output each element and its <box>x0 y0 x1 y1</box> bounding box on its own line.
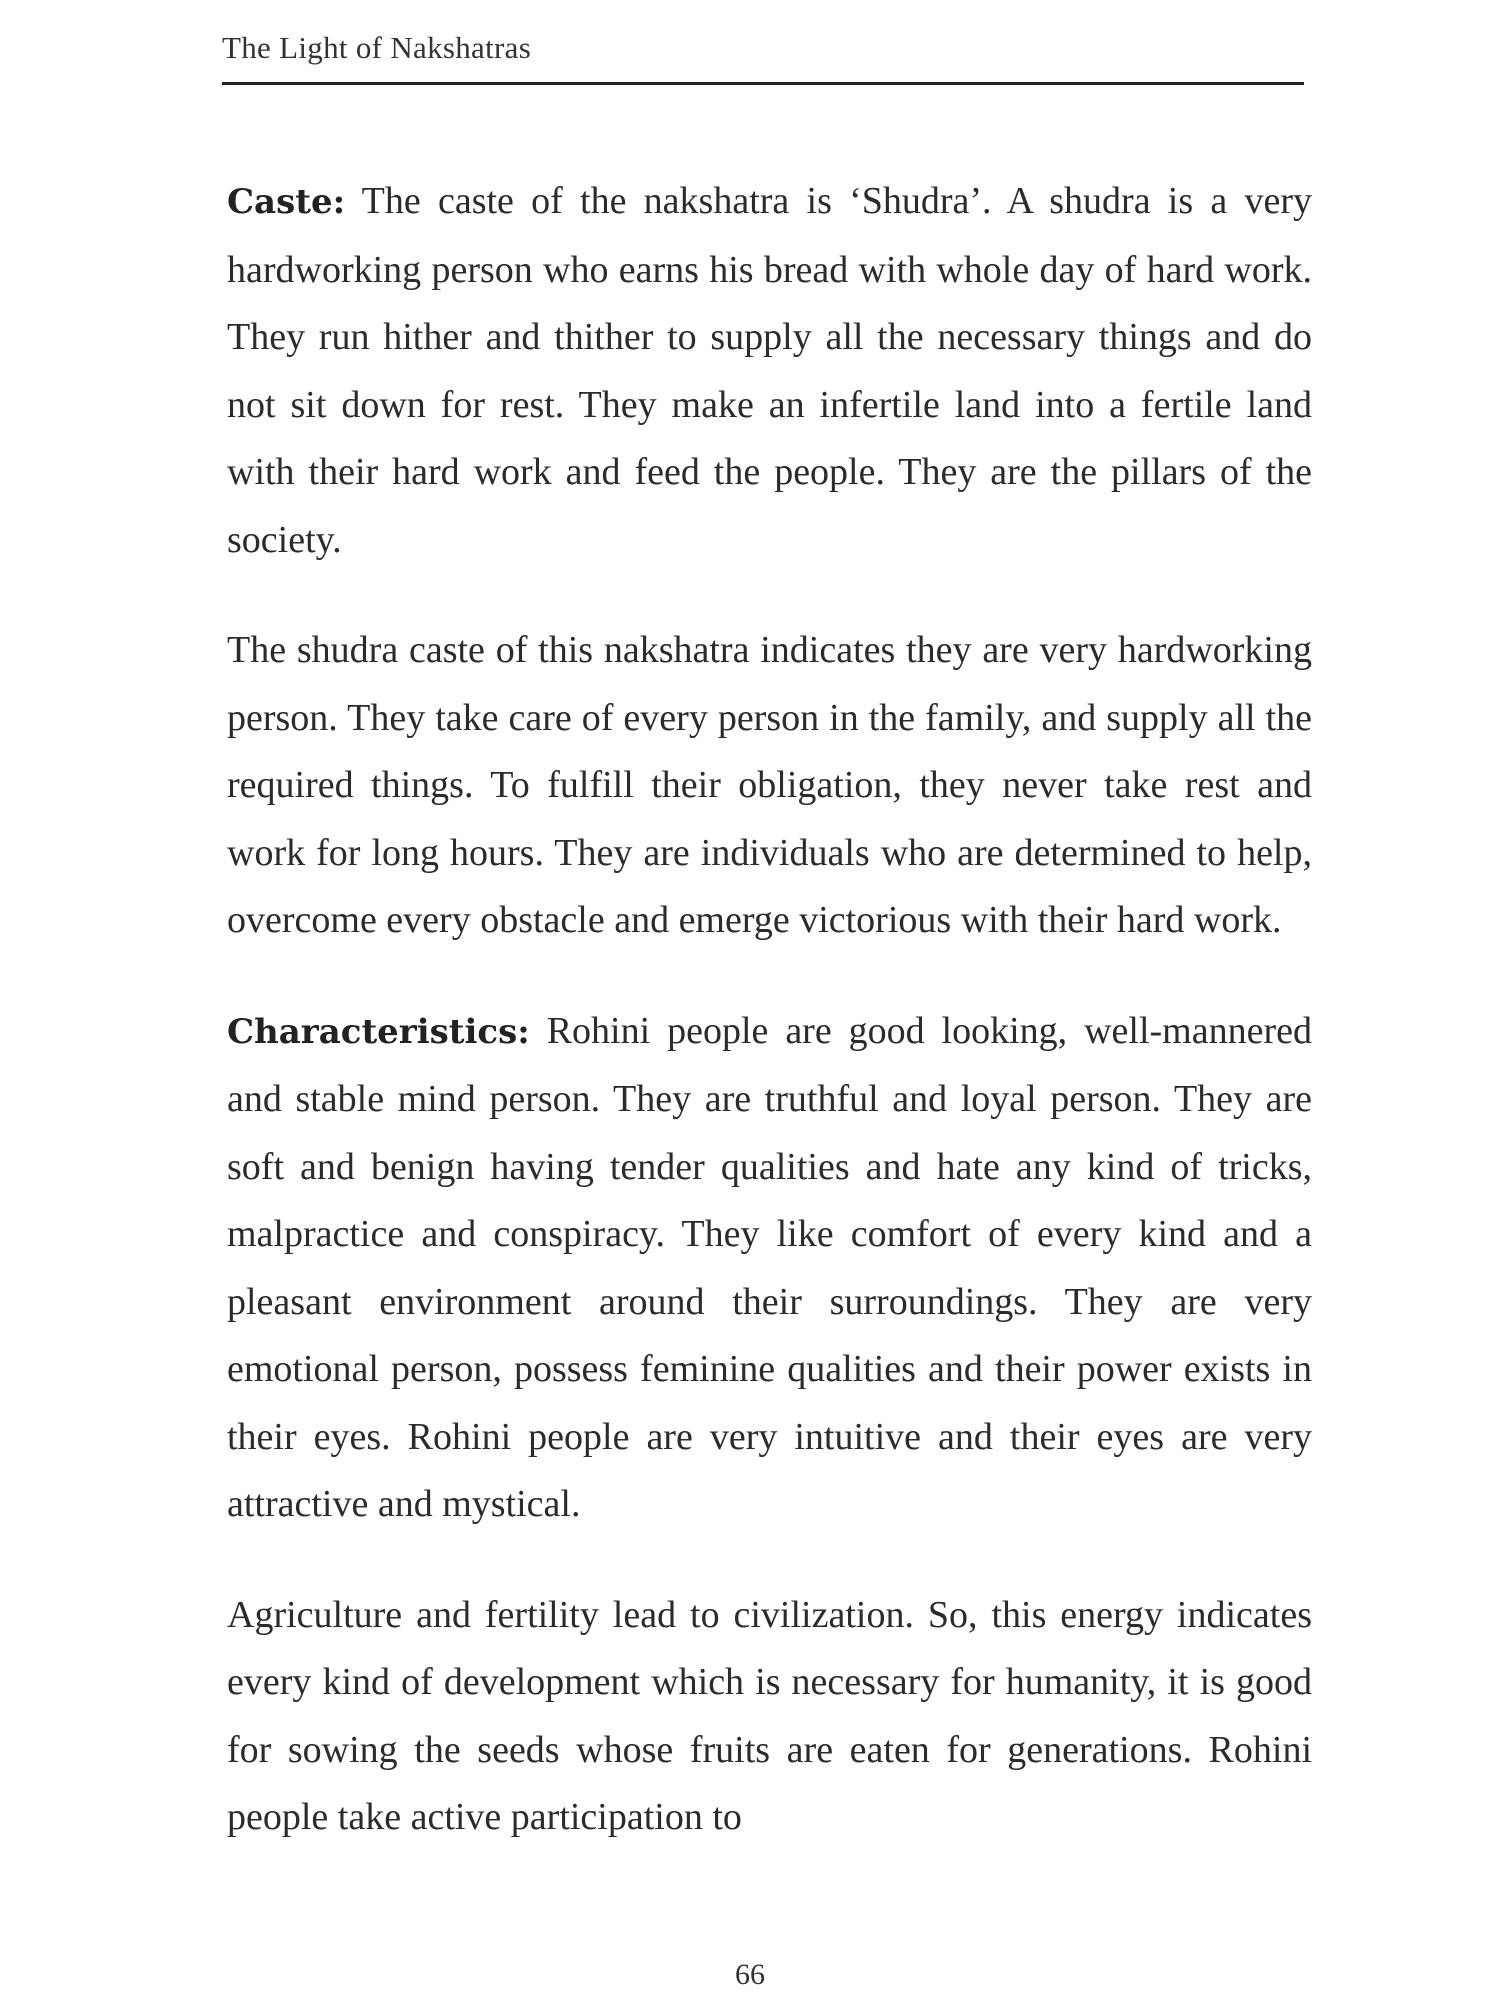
paragraph-shudra <box>227 617 1312 955</box>
running-header: The Light of Nakshatras <box>222 30 532 65</box>
characteristics-text: Rohini people are good looking, well-mannered and stable mind person. They are truthful and loyal person. They are soft and benign having tender qualities and hate any kind of tricks, malpractice and conspiracy. They like comfort of every kind and a pleasant environment around their surroundings. They are very emotional person, possess feminine qualities and their power exists in their eyes. Rohini people are very intuitive and their eyes are very attractive and mystical. <box>227 1009 1312 1525</box>
page-number: 66 <box>735 1958 765 1991</box>
header-rule <box>222 82 1304 85</box>
paragraph-agriculture <box>227 1582 1312 1852</box>
paragraph-characteristics <box>227 998 1312 1539</box>
paragraph-caste <box>227 168 1312 574</box>
caste-text: The caste of the nakshatra is ‘Shudra’. A shudra is a very hardworking person who earns his bread with whole day of hard work. They run hither and thither to supply all the necessary things and do not sit down for rest. They make an infertile land into a fertile land with their hard work and feed the people. They are the pillars of the society. <box>227 180 1312 561</box>
characteristics-heading: Characteristics: <box>227 1011 530 1052</box>
shudra-text: The shudra caste of this nakshatra indicates they are very hardworking person. They take care of every person in the family, and supply all the required things. To fulfill their obligation, they never take rest and work for long hours. They are individuals who are determined to help, overcome every obstacle and emerge victorious with their hard work. <box>227 629 1312 941</box>
caste-heading: Caste: <box>227 182 346 222</box>
agriculture-text: Agriculture and fertility lead to civilization. So, this energy indicates every kind of development which is necessary for humanity, it is good for sowing the seeds whose fruits are eaten for generations. Rohini people take active participation to <box>227 1593 1312 1838</box>
body-text <box>227 168 1312 1895</box>
